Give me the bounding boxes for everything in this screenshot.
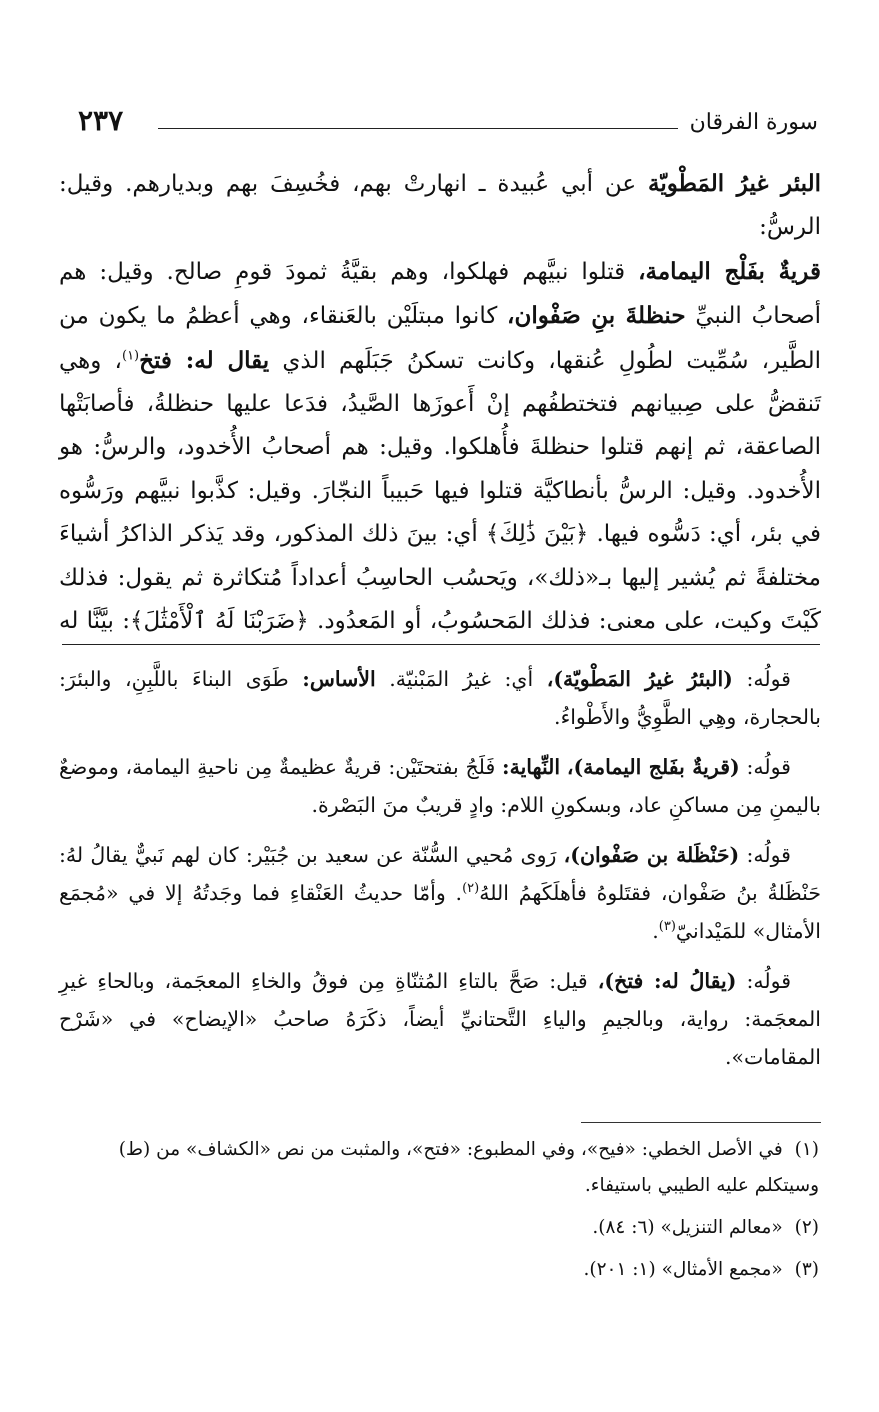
main-line <box>59 470 821 513</box>
bold-phrase: يقال له: فتخ <box>139 346 270 374</box>
main-line <box>59 513 821 556</box>
header-rule <box>158 128 678 129</box>
commentary-paragraph <box>59 962 821 1076</box>
footnote-number: (١) <box>794 1139 819 1160</box>
bold-phrase: (حَنْظَلة بن صَفْوان)، <box>563 843 740 867</box>
main-line <box>59 294 821 338</box>
running-header <box>78 104 818 144</box>
main-text <box>59 162 821 643</box>
text-run: قولُه: <box>739 755 791 779</box>
text-run: قتلوا نبيَّهم فهلكوا، وهم بقيَّةُ ثمودَ قومِ صالح. وقيل: هم <box>59 258 639 285</box>
commentary <box>59 660 821 1088</box>
bold-phrase: (يقالُ له: فتخ)، <box>597 969 737 993</box>
commentary-paragraph <box>59 660 821 736</box>
text-run: طَوَى البناءَ باللَّبِنِ، والبئرَ: بالحجارة، وهِي الطَّوِيُّ والأَطْواءُ. <box>59 667 821 729</box>
bold-phrase: حنظلةَ بنِ صَفْوان، <box>507 302 686 330</box>
main-line <box>59 600 821 643</box>
main-line <box>59 339 821 383</box>
footnotes <box>59 1132 819 1294</box>
footnote <box>59 1210 819 1246</box>
footnote-number: (٢) <box>794 1217 819 1238</box>
main-line <box>59 557 821 600</box>
main-separator <box>62 644 820 645</box>
text-run: فَلَجُ بفتحتَيْن: قريةٌ عظيمةٌ مِن ناحيةِ اليمامة، وموضعٌ باليمنِ مِن مساكنِ عاد، وبسكونِ اللام: وادٍ قريبٌ منَ البَصْرة. <box>59 755 821 817</box>
footnote-text: في الأصل الخطي: «فيح»، وفي المطبوع: «فتح»، والمثبت من نص «الكشاف» من (ط) وسيتكلم عليه الطيبي باستيفاء. <box>118 1139 819 1196</box>
main-line <box>59 162 821 250</box>
main-line <box>59 383 821 426</box>
footnote-marker: (٣) <box>658 919 676 935</box>
main-line <box>59 426 821 469</box>
surah-title: سورة الفرقان <box>689 110 818 135</box>
main-line <box>59 250 821 294</box>
text-run: الطَّير، سُمِّيت لطُولِ عُنقها، وكانت تسكنُ جَبَلَهم الذي <box>269 347 821 374</box>
text-run: أي: غيرُ المَبْنيّة. <box>375 667 547 691</box>
text-run: أصحابُ النبيِّ <box>685 303 821 330</box>
bold-phrase: النِّهاية: <box>502 755 561 779</box>
text-run <box>560 755 567 779</box>
bold-phrase: قريةٌ بفَلْج اليمامة، <box>638 257 821 285</box>
text-run: الأُخدود. وقيل: الرسُّ بأنطاكيَّة قتلوا فيها حَبيباً النجّارَ. وقيل: كذَّبوا نبيَّهم ورَسُّوه <box>59 477 821 504</box>
text-run: . <box>652 919 659 943</box>
commentary-paragraph <box>59 748 821 824</box>
text-run: في بئر، أي: دَسُّوه فيها. ﴿بَيْنَ ذَٰلِكَ﴾ أي: بينَ ذلك المذكور، وقد يَذكر الذاكرُ أشياءَ <box>59 521 821 548</box>
text-run: قولُه: <box>732 667 791 691</box>
bold-phrase: البئر غيرُ المَطْويّة <box>648 170 821 197</box>
text-run: . وأمّا حديثُ العَنْقاءِ فما وجَدتُهُ إلا في «مُجمَع الأمثال» للمَيْدانيّ <box>59 881 821 943</box>
text-run: كانوا مبتلَيْن بالعَنقاء، وهي أعظمُ ما يكون من <box>59 303 508 330</box>
bold-phrase: (البئرُ غيرُ المَطْويّة)، <box>546 667 733 691</box>
footnote-marker: (١) <box>121 347 140 363</box>
text-run: قيل: صَحَّ بالتاءِ المُثنّاةِ مِن فوقُ والخاءِ المعجَمة، وبالحاءِ غيرِ المعجَمة: رواية، وبالجيمِ والياءِ التَّحتانيِّ أيضاً، ذكَرَهُ صاحبُ «الإيضاح» في «شَرْح المقامات». <box>59 969 821 1069</box>
bold-phrase: الأساس: <box>302 667 376 691</box>
text-run: رَوى مُحيي السُّنّة عن سعيد بن جُبَيْر: كان لهم نَبيٌّ يقالُ لهُ: حَنْظَلةُ بنُ صَفْوان، فقتَلوهُ فأهلَكَهمُ اللهُ <box>59 843 822 905</box>
footnote-marker: (٢) <box>462 881 480 897</box>
text-run: تَنقضُّ على صِبيانهم فتختطفُهم إنْ أَعوزَها الصَّيدُ، فدَعا عليها حنظلةُ، فأصابَتْها <box>59 391 821 418</box>
text-run: عن أبي عُبيدة ـ انهارتْ بهم، فخُسِفَ بهم وبديارهم. وقيل: الرسُّ: <box>59 171 821 241</box>
footnote <box>59 1252 819 1288</box>
page-number: ٢٣٧ <box>78 104 124 137</box>
text-run: الصاعقة، ثم إنهم قتلوا حنظلةَ فأُهلكوا. وقيل: هم أصحابُ الأُخدود، والرسُّ: هو <box>59 434 821 461</box>
footnote-text: «مجمع الأمثال» (١: ٢٠١). <box>583 1259 789 1280</box>
text-run: مختلفةً ثم يُشير إليها بـ«ذلك»، ويَحسُب الحاسِبُ أعداداً مُتكاثرة ثم يقول: فذلك <box>59 564 821 591</box>
footnote <box>59 1132 819 1204</box>
commentary-paragraph <box>59 836 821 950</box>
footnote-number: (٣) <box>794 1259 819 1280</box>
footnote-text: «معالم التنزيل» (٦: ٨٤). <box>592 1217 789 1238</box>
bold-phrase: (قريةٌ بفَلج اليمامة)، <box>566 755 740 779</box>
text-run: قولُه: <box>739 843 791 867</box>
text-run: قولُه: <box>736 969 791 993</box>
text-run: كَيْتَ وكيت، على معنى: فذلك المَحسُوبُ، أو المَعدُود. ﴿ضَرَبْنَا لَهُ ٱلْأَمْثَٰلَ﴾: بيَّنَّا له <box>59 608 821 635</box>
footnote-separator <box>581 1122 821 1123</box>
text-run: ، وهي <box>59 347 122 374</box>
